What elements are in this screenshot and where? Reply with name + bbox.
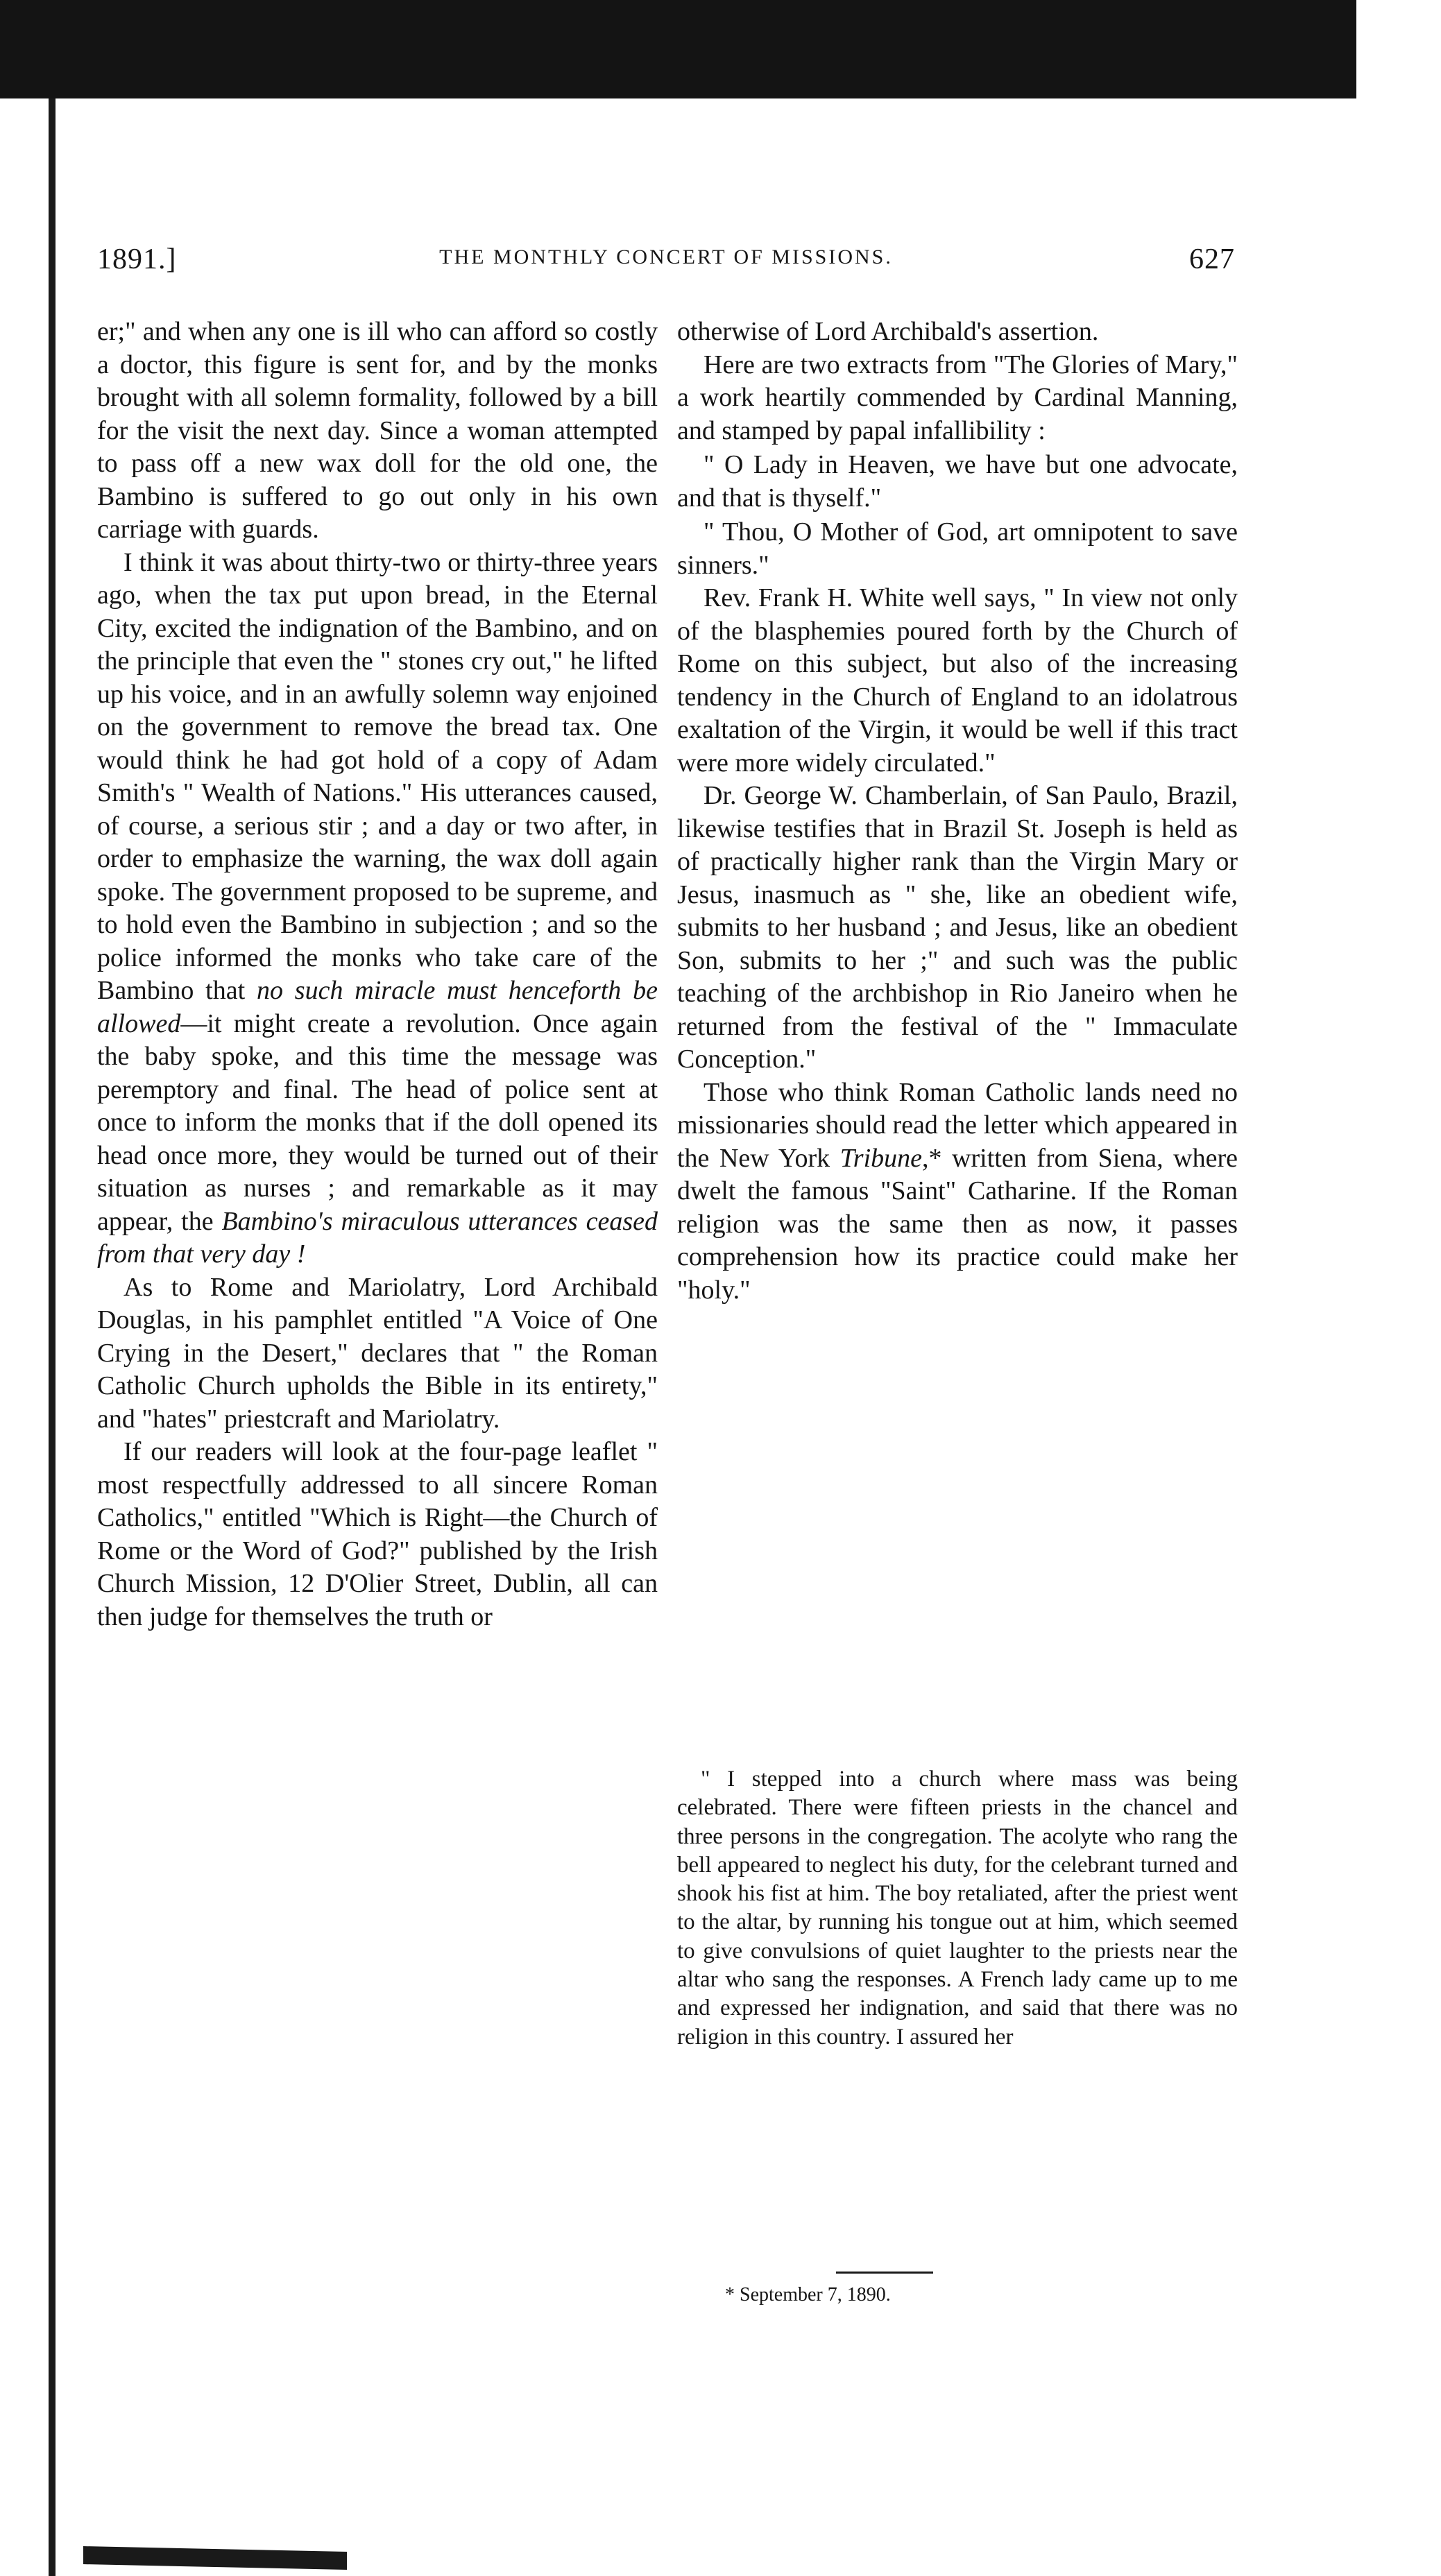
- scan-right-margin: [1356, 0, 1441, 2576]
- paragraph: otherwise of Lord Archibald's assertion.: [677, 317, 1099, 346]
- page-number: 627: [1189, 243, 1235, 275]
- paragraph: er;" and when any one is ill who can afford so costly a doctor, this figure is sent for, and by the monks brought with all solemn formality, followed by a bill for the visit the next day. Since a woman attempted to pass off a new wax doll for the old one, the Bambino is suffered to go out only in his own carriage with guards.: [97, 317, 658, 544]
- running-head: [97, 243, 1235, 277]
- paragraph: [97, 547, 658, 1271]
- italic-text: Tribune: [839, 1143, 922, 1173]
- header-title: THE MONTHLY CONCERT OF MISSIONS.: [439, 246, 893, 268]
- scan-top-border: [0, 0, 1356, 98]
- paragraph: Rev. Frank H. White well says, " In view not only of the blasphemies poured forth by the Church of Rome on this subject, but also of the increasing tendency in the Church of England to an idolatrous exaltation of the Virgin, it would be well if this tract were more widely circulated.": [677, 583, 1238, 778]
- paragraph: As to Rome and Mariolatry, Lord Archibald Douglas, in his pamphlet entitled "A Voice of One Crying in the Desert," declares that " the Roman Catholic Church upholds the Bible in its entirety," and "hates" priestcraft and Mariolatry.: [97, 1272, 658, 1434]
- left-column: [97, 316, 658, 1633]
- paragraph: Here are two extracts from "The Glories of Mary," a work heartily commended by Cardinal Manning, and stamped by papal infallibility :: [677, 350, 1238, 445]
- right-column: [677, 316, 1238, 1307]
- text-run: I think it was about thirty-two or thirty-three years ago, when the tax put upon bread, in the Eternal City, excited the indignation of the Bambino, and on the principle that even the " stones cry out," he lifted up his voice, and in an awfully solemn way enjoined on the government to remove the bread tax. One would think he had got hold of a copy of Adam Smith's " Wealth of Nations." His utterances caused, of course, a serious stir ; and a day or two after, in order to emphasize the warning, the wax doll again spoke. The government proposed to be supreme, and to hold even the Bambino in subjection ; and so the police informed the monks who take care of the Bambino that: [97, 547, 658, 1005]
- italic-text: no such miracle must henceforth be allowed: [97, 976, 658, 1038]
- italic-text: Bambino's miraculous utterances ceased from that very day !: [97, 1206, 658, 1269]
- header-year: 1891.]: [97, 243, 177, 275]
- footnote-rule: [836, 2272, 933, 2274]
- text-run: Those who think Roman Catholic lands need no missionaries should read the letter which appeared in the New York: [677, 1077, 1238, 1173]
- text-run: ,* written from Siena, where dwelt the famous "Saint" Catharine. If the Roman religion was the same then as now, it passes comprehension how its practice could make her "holy.": [677, 1143, 1238, 1305]
- footnote: * September 7, 1890.: [725, 2284, 891, 2305]
- extract-paragraph: " I stepped into a church where mass was being celebrated. There were fifteen priests in the chancel and three persons in the congregation. The acolyte who rang the bell appeared to neglect his duty, for the celebrant turned and shook his fist at him. The boy retaliated, after the priest went to the altar, by running his tongue out at him, which seemed to give convulsions of quiet laughter to the priests near the altar who sang the responses. A French lady came up to me and expressed her indignation, and said that there was no religion in this country. I assured her: [677, 1767, 1238, 2050]
- text-run: —it might create a revolution. Once again the baby spoke, and this time the message was peremptory and final. The head of police sent at once to inform the monks that if the doll opened its head once more, they would be turned out of their situation as nurses ; and remarkable as it may appear, the: [97, 1008, 658, 1236]
- paragraph: Dr. George W. Chamberlain, of San Paulo, Brazil, likewise testifies that in Brazil St. Joseph is held as of practically higher rank than the Virgin Mary or Jesus, inasmuch as " she, like an obedient wife, submits to her husband ; and Jesus, like an obedient Son, submits to her ;" and such was the public teaching of the archbishop in Rio Janeiro when he returned from the festival of the " Immaculate Conception.": [677, 781, 1238, 1074]
- scan-bottom-mark: [83, 2546, 347, 2570]
- quotation: " Thou, O Mother of God, art omnipotent to save sinners.": [677, 517, 1238, 580]
- paragraph: [677, 1076, 1238, 1307]
- scan-left-edge: [49, 98, 56, 2576]
- paragraph: If our readers will look at the four-page leaflet " most respectfully addressed to all sincere Roman Catholics," entitled "Which is Right—the Church of Rome or the Word of God?" published by the Irish Church Mission, 12 D'Olier Street, Dublin, all can then judge for themselves the truth or: [97, 1437, 658, 1631]
- letter-extract: [677, 1765, 1238, 2052]
- quotation: " O Lady in Heaven, we have but one advocate, and that is thyself.": [677, 450, 1238, 513]
